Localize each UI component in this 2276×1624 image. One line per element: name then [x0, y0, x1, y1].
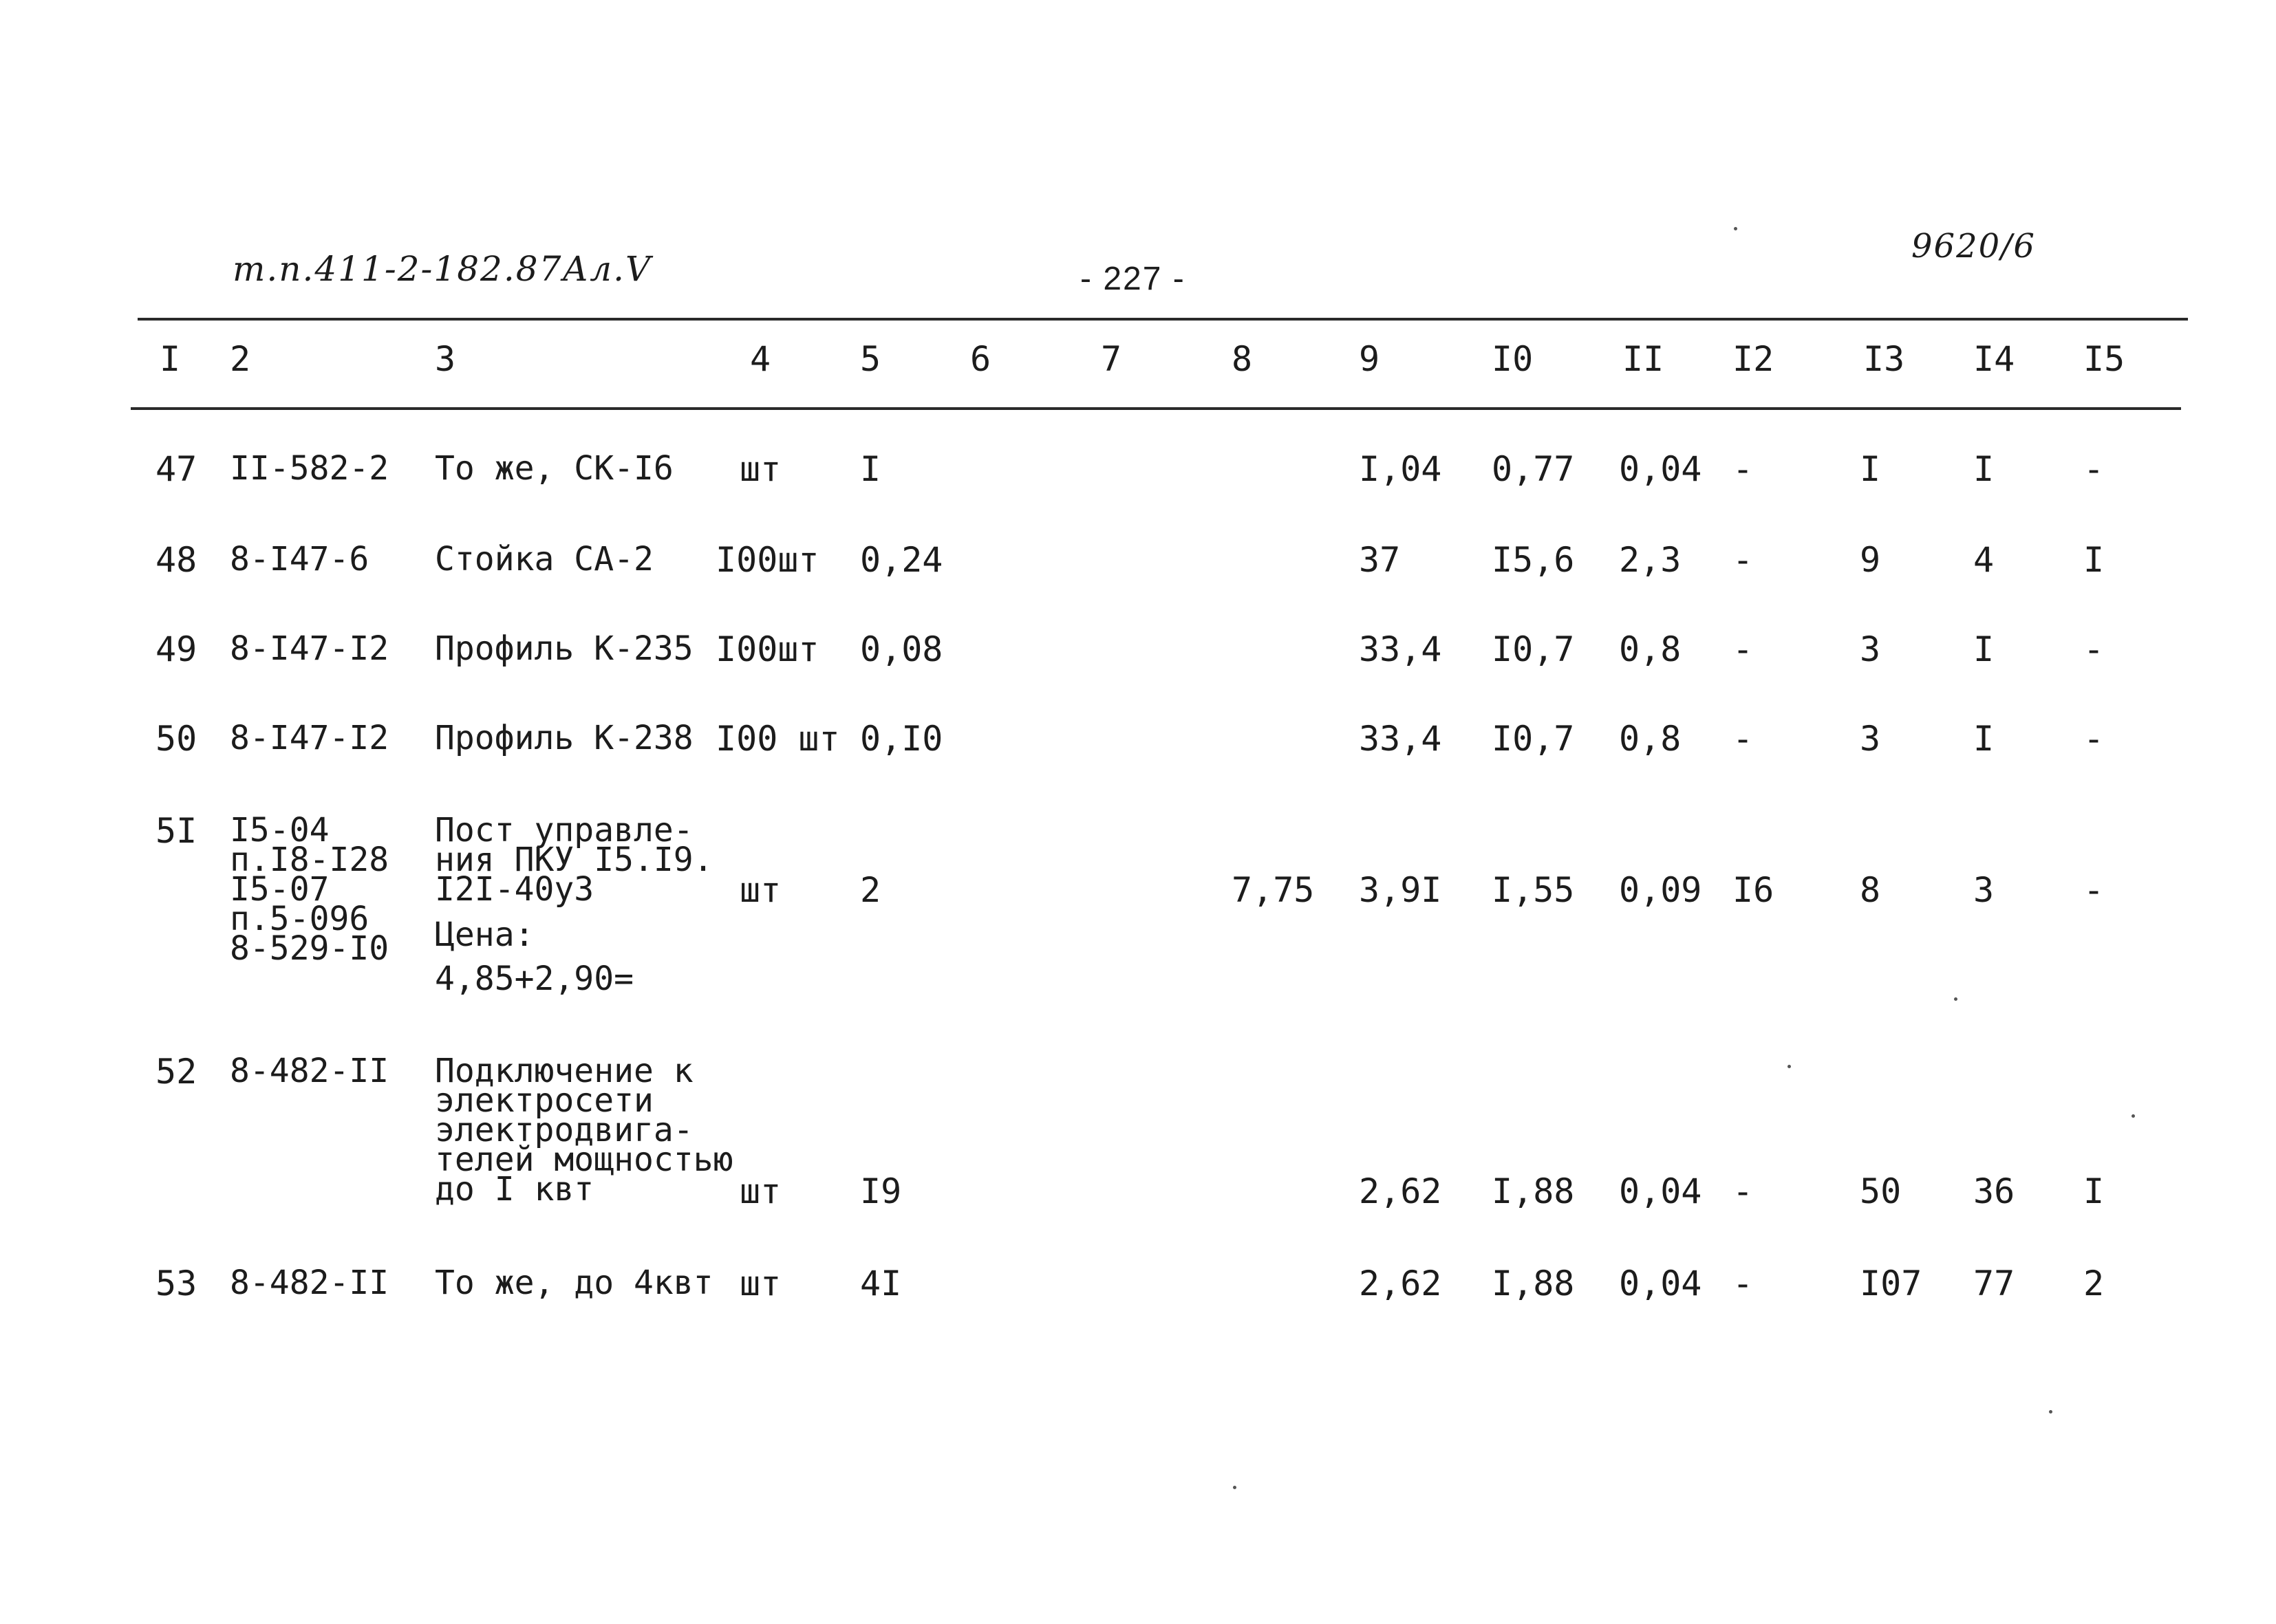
col-10-value: I,88 [1492, 1171, 1575, 1211]
column-header-12: I2 [1732, 339, 1774, 379]
col-13-value: 3 [1860, 629, 1881, 669]
col-13-value: 3 [1860, 719, 1881, 759]
col-11-value: 0,04 [1619, 1264, 1702, 1303]
item-description: То же, СК-I6 [435, 449, 674, 488]
col-12-value: - [1732, 1264, 1754, 1303]
row-number: 48 [155, 540, 197, 580]
column-header-8: 8 [1232, 339, 1253, 379]
col-14-value: 4 [1973, 540, 1995, 580]
col-9-value: 33,4 [1359, 629, 1442, 669]
col-14-value: 36 [1973, 1171, 2015, 1211]
col-9-value: 37 [1359, 540, 1401, 580]
item-description: Профиль К-238 [435, 719, 694, 757]
col-13-value: 8 [1860, 870, 1881, 910]
price-label: Цена: [435, 916, 535, 954]
row-number: 50 [155, 719, 197, 759]
col-11-value: 0,8 [1619, 719, 1682, 759]
col-10-value: 0,77 [1492, 449, 1575, 489]
item-description: Стойка СА-2 [435, 540, 654, 578]
col-15-value: - [2083, 629, 2105, 669]
col-10-value: I0,7 [1492, 719, 1575, 759]
norm-code: 8-I47-I2 [230, 629, 389, 668]
col-10-value: I,88 [1492, 1264, 1575, 1303]
quantity: 2 [860, 870, 881, 910]
col-14-value: I [1973, 719, 1995, 759]
column-header-14: I4 [1973, 339, 2015, 379]
col-14-value: I [1973, 629, 1995, 669]
col-10-value: I0,7 [1492, 629, 1575, 669]
col-11-value: 0,04 [1619, 449, 1702, 489]
unit: шт [740, 870, 782, 910]
col-13-value: I [1860, 449, 1881, 489]
unit: шт [740, 1264, 782, 1303]
unit: шт [740, 1171, 782, 1211]
column-header-1: I [160, 339, 181, 379]
col-11-value: 2,3 [1619, 540, 1682, 580]
quantity: I9 [860, 1171, 902, 1211]
col-15-value: 2 [2083, 1264, 2105, 1303]
column-header-6: 6 [970, 339, 991, 379]
scan-speck [1734, 227, 1737, 230]
norm-code: 8-I47-6 [230, 540, 369, 578]
column-header-2: 2 [230, 339, 251, 379]
col-12-value: - [1732, 449, 1754, 489]
item-description: Подключение к электросети электродвига- телей мощностью до I квт [435, 1052, 733, 1209]
col-13-value: 9 [1860, 540, 1881, 580]
col-14-value: 77 [1973, 1264, 2015, 1303]
row-number: 47 [155, 449, 197, 489]
unit: шт [740, 449, 782, 489]
quantity: 0,08 [860, 629, 943, 669]
col-10-value: I5,6 [1492, 540, 1575, 580]
col-13-value: 50 [1860, 1171, 1902, 1211]
column-header-7: 7 [1101, 339, 1122, 379]
unit: I00 шт [716, 719, 840, 759]
column-header-11: II [1622, 339, 1664, 379]
norm-code: 8-482-II [230, 1052, 389, 1090]
col-9-value: I,04 [1359, 449, 1442, 489]
scan-speck [1233, 1486, 1236, 1489]
col-12-value: - [1732, 719, 1754, 759]
price-formula: 4,85+2,90= [435, 960, 634, 998]
unit: I00шт [716, 540, 819, 580]
scan-speck [1787, 1065, 1791, 1068]
norm-code: 8-I47-I2 [230, 719, 389, 757]
unit: I00шт [716, 629, 819, 669]
col-14-value: 3 [1973, 870, 1995, 910]
row-number: 53 [155, 1264, 197, 1303]
quantity: 0,I0 [860, 719, 943, 759]
col-10-value: I,55 [1492, 870, 1575, 910]
quantity: 4I [860, 1264, 902, 1303]
norm-code: I5-04 п.I8-I28 I5-07 п.5-096 8-529-I0 [230, 811, 389, 968]
col-13-value: I07 [1860, 1264, 1922, 1303]
col-11-value: 0,04 [1619, 1171, 1702, 1211]
top-rule [138, 318, 2188, 321]
header-document-code: т.п.411-2-182.87Ал.V [233, 249, 652, 289]
col-12-value: - [1732, 629, 1754, 669]
quantity: 0,24 [860, 540, 943, 580]
col-15-value: - [2083, 449, 2105, 489]
header-page-number: - 227 - [1080, 261, 1185, 297]
column-header-9: 9 [1359, 339, 1380, 379]
col-9-value: 3,9I [1359, 870, 1442, 910]
header-reference-number: 9620/6 [1911, 227, 2036, 266]
col-15-value: I [2083, 1171, 2105, 1211]
row-number: 52 [155, 1052, 197, 1092]
col-15-value: - [2083, 719, 2105, 759]
item-description: Профиль К-235 [435, 629, 694, 668]
col-11-value: 0,8 [1619, 629, 1682, 669]
col-14-value: I [1973, 449, 1995, 489]
column-header-3: 3 [435, 339, 456, 379]
scan-speck [1954, 997, 1957, 1001]
item-description: То же, до 4квт [435, 1264, 713, 1302]
scan-speck [2132, 1114, 2135, 1118]
scan-speck [2049, 1410, 2052, 1414]
column-header-13: I3 [1863, 339, 1905, 379]
col-12-value: I6 [1732, 870, 1774, 910]
column-header-10: I0 [1492, 339, 1534, 379]
quantity: I [860, 449, 881, 489]
col-12-value: - [1732, 540, 1754, 580]
row-number: 5I [155, 811, 197, 851]
column-header-15: I5 [2083, 339, 2125, 379]
col-15-value: - [2083, 870, 2105, 910]
norm-code: II-582-2 [230, 449, 389, 488]
col-9-value: 33,4 [1359, 719, 1442, 759]
item-description: Пост управле- ния ПКУ I5.I9. I2I-40у3 [435, 811, 713, 909]
row-number: 49 [155, 629, 197, 669]
col-9-value: 2,62 [1359, 1264, 1442, 1303]
col-8-value: 7,75 [1232, 870, 1315, 910]
norm-code: 8-482-II [230, 1264, 389, 1302]
col-12-value: - [1732, 1171, 1754, 1211]
col-9-value: 2,62 [1359, 1171, 1442, 1211]
header-rule [131, 407, 2181, 410]
col-11-value: 0,09 [1619, 870, 1702, 910]
column-header-5: 5 [860, 339, 881, 379]
column-header-4: 4 [750, 339, 771, 379]
col-15-value: I [2083, 540, 2105, 580]
